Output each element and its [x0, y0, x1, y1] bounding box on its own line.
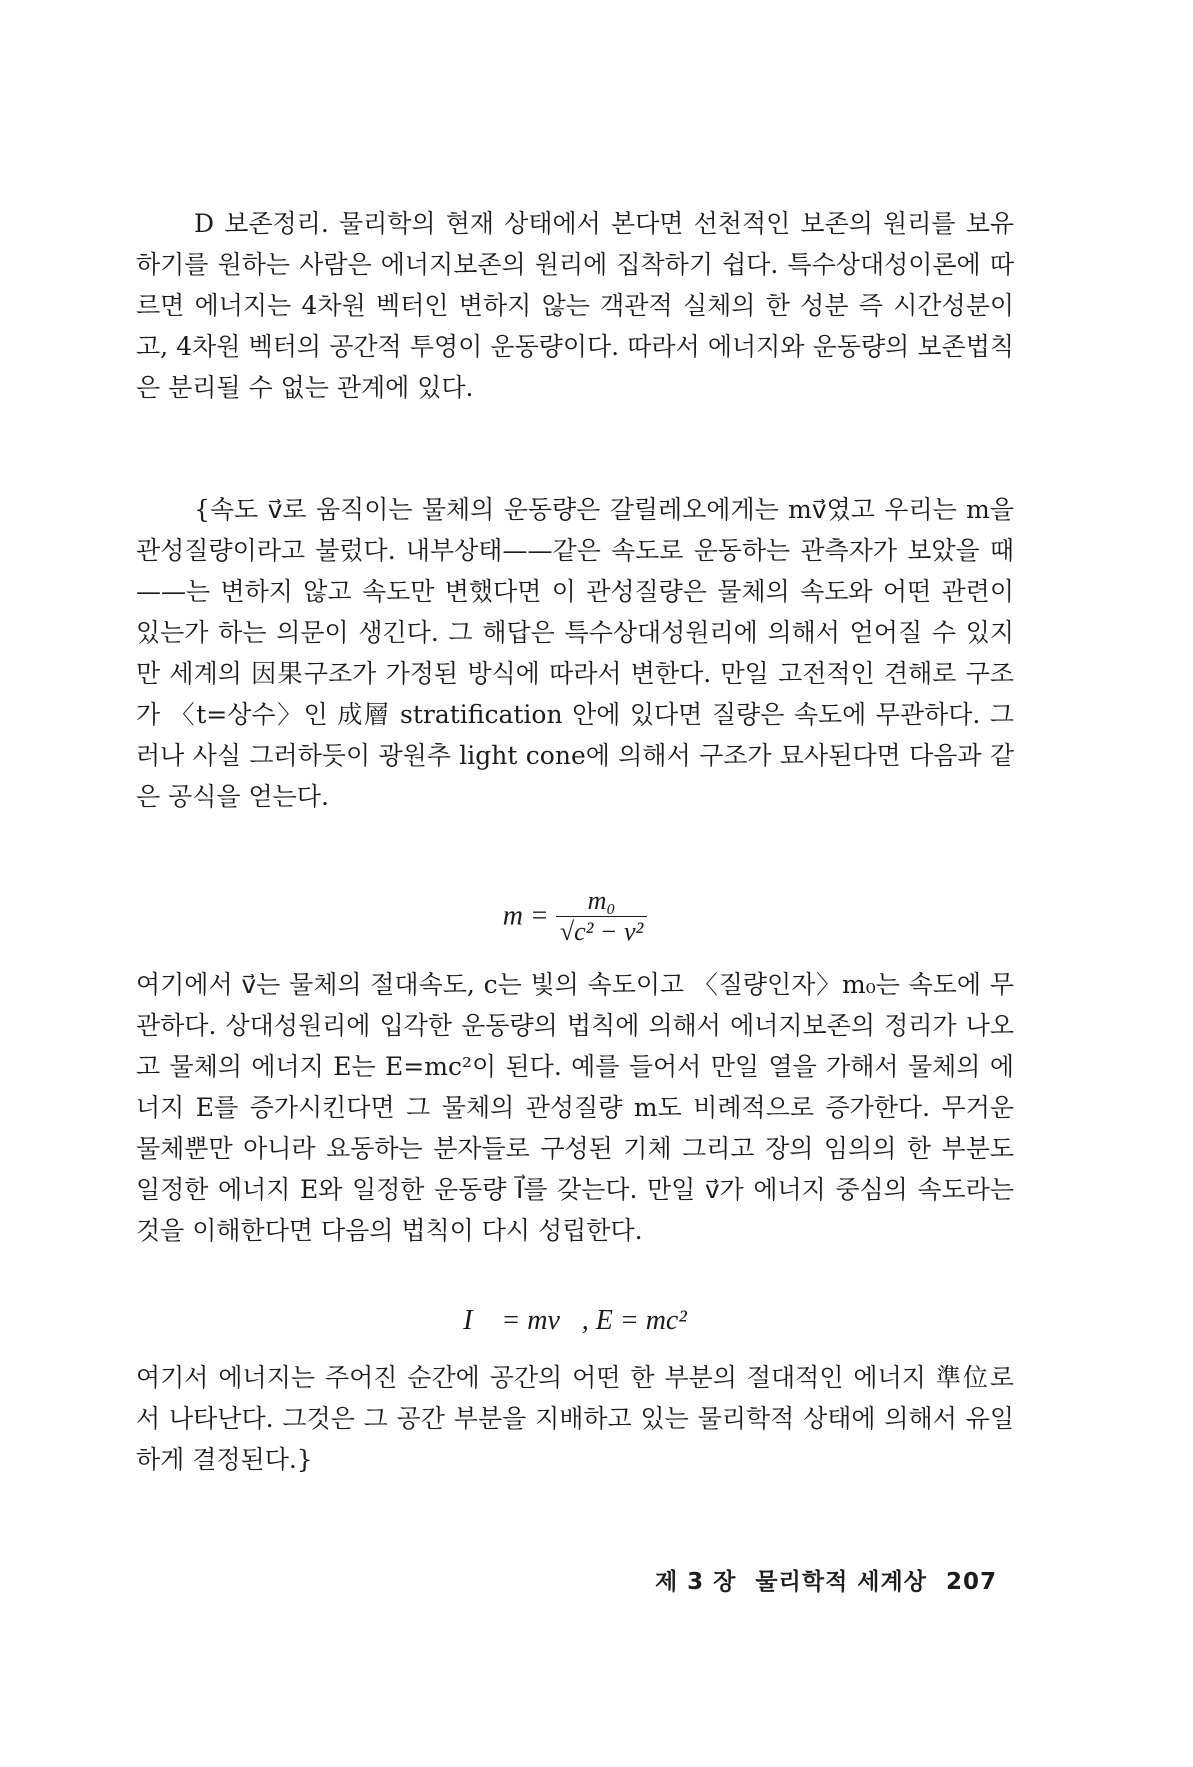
page-footer [645, 1563, 997, 1596]
equation-denominator: √c² − v² [556, 916, 647, 947]
footer-chapter: 제 3 장 [654, 1569, 737, 1595]
equation-fraction [556, 886, 647, 947]
equation-relativistic-mass [136, 886, 1014, 950]
paragraph-absolute-velocity: 여기에서 v⃗는 물체의 절대속도, c는 빛의 속도이고 〈질량인자〉m₀는 속도에 무관하다. 상대성원리에 입각한 운동량의 법칙에 의해서 에너지보존의 정리가 나오고 물체의 에너지 E는 E=mc²이 된다. 예를 들어서 만일 열을 가해서 물체의 에너지 E를 증가시킨다면 그 물체의 관성질량 m도 비례적으로 증가한다. 무거운 물체뿐만 아니라 요동하는 분자들로 구성된 기체 그리고 장의 임의의 한 부분도 일정한 에너지 E와 일정한 운동량 I⃗를 갖는다. 만일 v⃗가 에너지 중심의 속도라는 것을 이해한다면 다음의 법칙이 다시 성립한다. [136, 970, 1014, 1245]
equation-numerator: m₀ [587, 886, 616, 915]
paragraph-inertial-mass: {속도 v⃗로 움직이는 물체의 운동량은 갈릴레오에게는 mv⃗였고 우리는 m을 관성질량이라고 불렀다. 내부상태——같은 속도로 운동하는 관측자가 보았을 때——는 변하지 않고 속도만 변했다면 이 관성질량은 물체의 속도와 어떤 관련이 있는가 하는 의문이 생긴다. 그 해답은 특수상대성원리에 의해서 얻어질 수 있지만 세계의 因果구조가 가정된 방식에 따라서 변한다. 만일 고전적인 견해로 구조가 〈t=상수〉인 成層 stratification 안에 있다면 질량은 속도에 무관하다. 그러나 사실 그러하듯이 광원추 light cone에 의해서 구조가 묘사된다면 다음과 같은 공식을 얻는다. [136, 495, 1014, 811]
equation-momentum-energy: I⃗ = mv⃗, E = mc² [463, 1305, 687, 1336]
paragraph-energy-level: 여기서 에너지는 주어진 순간에 공간의 어떤 한 부분의 절대적인 에너지 準位로서 나타난다. 그것은 그 공간 부분을 지배하고 있는 물리학적 상태에 의해서 유일하게 결정된다.} [136, 1363, 1014, 1474]
equation-lhs: m = [502, 900, 549, 932]
footer-chapter-title: 물리학적 세계상 [755, 1569, 927, 1595]
paragraph-energy-conservation: D 보존정리. 물리학의 현재 상태에서 본다면 선천적인 보존의 원리를 보유하기를 원하는 사람은 에너지보존의 원리에 집착하기 쉽다. 특수상대성이론에 따르면 에너지는 4차원 벡터인 변하지 않는 객관적 실체의 한 성분 즉 시간성분이고, 4차원 벡터의 공간적 투영이 운동량이다. 따라서 에너지와 운동량의 보존법칙은 분리될 수 없는 관계에 있다. [136, 209, 1014, 402]
footer-page-number: 207 [945, 1569, 997, 1595]
